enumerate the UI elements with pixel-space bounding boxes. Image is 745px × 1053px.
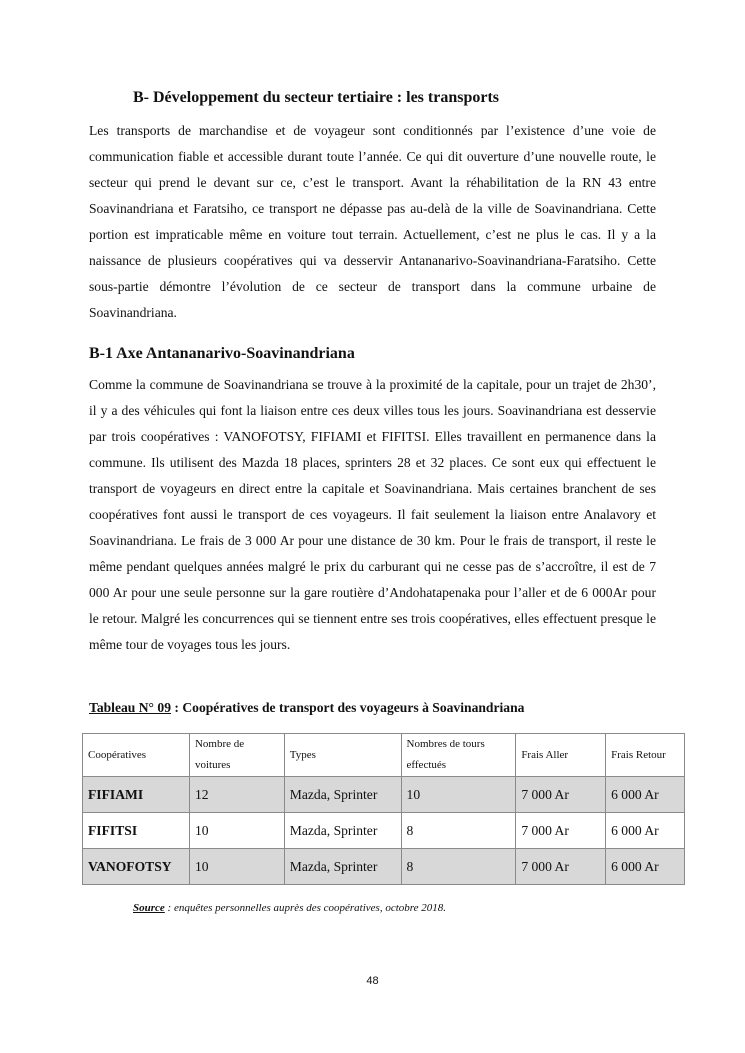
- cell-cooperative: VANOFOTSY: [83, 849, 190, 885]
- table-row: [83, 777, 685, 813]
- header-types: Types: [284, 734, 401, 777]
- cell-frais-aller: 7 000 Ar: [516, 813, 606, 849]
- cell-types: Mazda, Sprinter: [284, 849, 401, 885]
- cell-cooperative: FIFITSI: [83, 813, 190, 849]
- cell-cooperative: FIFIAMI: [83, 777, 190, 813]
- header-nombre-voitures: Nombre de voitures: [189, 734, 284, 777]
- cell-frais-retour: 6 000 Ar: [606, 777, 685, 813]
- table-caption: [89, 700, 524, 716]
- cell-frais-retour: 6 000 Ar: [606, 849, 685, 885]
- cell-frais-aller: 7 000 Ar: [516, 849, 606, 885]
- header-cooperatives: Coopératives: [83, 734, 190, 777]
- cell-frais-retour: 6 000 Ar: [606, 813, 685, 849]
- section-paragraph: Les transports de marchandise et de voyageur sont conditionnés par l’existence d’une voie de communication fiable et accessible durant toute l’année. Ce qui dit ouverture d’une nouvelle route, le secteur qui prend le devant sur ce, c’est le transport. Avant la réhabilitation de la RN 43 entre Soavinandriana et Faratsiho, ce transport ne dépasse pas au-delà de la ville de Soavinandriana. Cette portion est impraticable même en voiture tout terrain. Actuellement, c’est ne plus le cas. Il y a la naissance de plusieurs coopératives qui va desservir Antananarivo-Soavinandriana-Faratsiho. Cette sous-partie démontre l’évolution de ce secteur de transport dans la commune urbaine de Soavinandriana.: [89, 123, 656, 320]
- cell-nombre-voitures: 10: [189, 849, 284, 885]
- table-caption-label: Tableau N° 09: [89, 700, 171, 715]
- section-heading: B- Développement du secteur tertiaire : les transports: [133, 89, 499, 106]
- cell-types: Mazda, Sprinter: [284, 777, 401, 813]
- source-label: Source: [133, 902, 165, 914]
- table-row: [83, 849, 685, 885]
- cell-types: Mazda, Sprinter: [284, 813, 401, 849]
- table-source: [133, 902, 446, 914]
- header-frais-retour: Frais Retour: [606, 734, 685, 777]
- table-row: [83, 813, 685, 849]
- cell-nombre-tours: 8: [401, 849, 516, 885]
- table-caption-text: : Coopératives de transport des voyageurs à Soavinandriana: [171, 700, 525, 715]
- header-nombre-tours: Nombres de tours effectués: [401, 734, 516, 777]
- cell-nombre-voitures: 10: [189, 813, 284, 849]
- cell-frais-aller: 7 000 Ar: [516, 777, 606, 813]
- header-frais-aller: Frais Aller: [516, 734, 606, 777]
- subsection-heading: B-1 Axe Antananarivo-Soavinandriana: [89, 345, 355, 362]
- subsection-paragraph: Comme la commune de Soavinandriana se trouve à la proximité de la capitale, pour un trajet de 2h30’, il y a des véhicules qui font la liaison entre ces deux villes tous les jours. Soavinandriana est desservie par trois coopératives : VANOFOTSY, FIFIAMI et FIFITSI. Elles travaillent en permanence dans la commune. Ils utilisent des Mazda 18 places, sprinters 28 et 32 places. Ce sont eux qui effectuent le transport de voyageurs en direct entre la capitale et Soavinandriana. Mais certaines branchent de ses coopératives font aussi le transport de ces voyageurs. Il fait seulement la liaison entre Analavory et Soavinandriana. Le frais de 3 000 Ar pour une distance de 30 km. Pour le frais de transport, il reste le même pendant quelques années malgré le prix du carburant qui ne cesse pas de s’accroître, il est de 7 000 Ar pour une seule personne sur la gare routière d’Andohatapenaka pour l’aller et de 6 000Ar pour le retour. Malgré les concurrences qui se tiennent entre ses trois coopératives, elles effectuent presque le même tour de voyages tous les jours.: [89, 377, 656, 652]
- cell-nombre-tours: 10: [401, 777, 516, 813]
- cooperatives-table: [82, 733, 685, 885]
- source-text: : enquêtes personnelles auprès des coopératives, octobre 2018.: [164, 902, 447, 914]
- page-number: 48: [366, 975, 379, 987]
- cell-nombre-tours: 8: [401, 813, 516, 849]
- cell-nombre-voitures: 12: [189, 777, 284, 813]
- table-header-row: [83, 734, 685, 777]
